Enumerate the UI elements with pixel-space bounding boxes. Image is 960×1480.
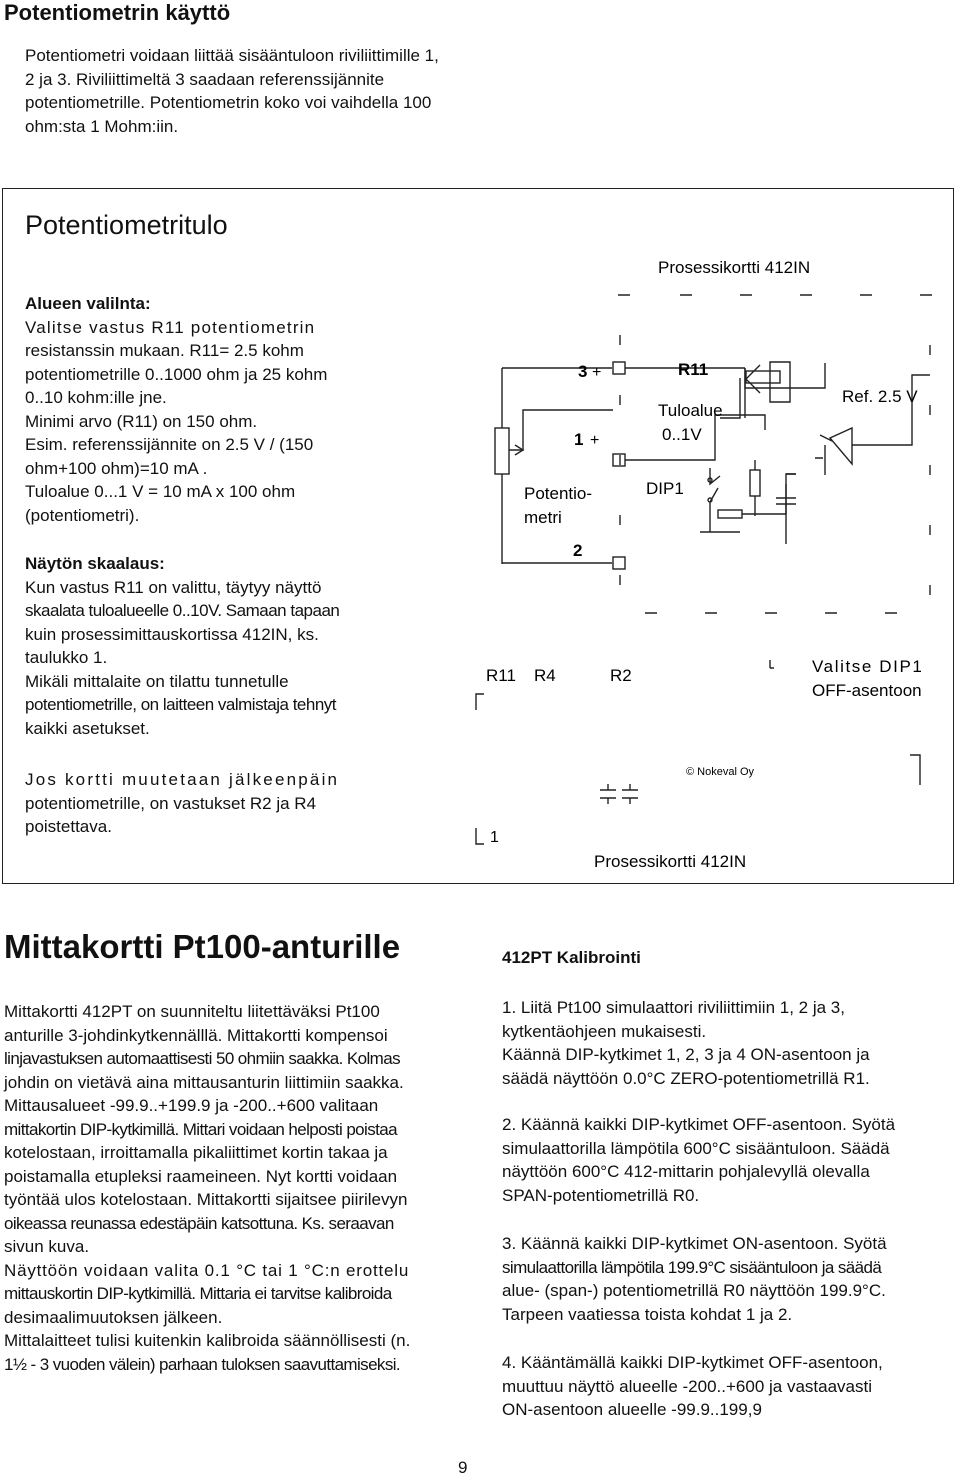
text-line: kuin prosessimittauskortissa 412IN, ks. bbox=[25, 624, 319, 644]
potentiometer-intro-text bbox=[25, 44, 485, 138]
board-label-bottom: Prosessikortti 412IN bbox=[594, 852, 747, 871]
text-line: Näyttöön voidaan valita 0.1 °C tai 1 °C:n erottelu bbox=[4, 1260, 410, 1280]
text-line: Tarpeen vaatiessa toista kohdat 1 ja 2. bbox=[502, 1304, 793, 1324]
pt100-heading: Mittakortti Pt100-anturille bbox=[4, 928, 401, 965]
calibration-step-1 bbox=[502, 996, 957, 1090]
text-line: poistamalla etupleksi raameineen. Nyt kortti voidaan bbox=[4, 1166, 398, 1186]
page-number: 9 bbox=[458, 1458, 468, 1477]
copyright-label: © Nokeval Oy bbox=[686, 766, 755, 778]
text-line: kytkentäohjeen mukaisesti. bbox=[502, 1021, 707, 1041]
text-line: Esim. referenssijännite on 2.5 V / (150 bbox=[25, 435, 314, 454]
text-line: linjavastuksen automaattisesti 50 ohmiin saakka. Kolmas bbox=[4, 1049, 400, 1068]
text-line: mittakortin DIP-kytkimillä. Mittari voidaan helposti poistaa bbox=[4, 1119, 397, 1139]
text-line: Mikäli mittalaite on tilattu tunnetulle bbox=[25, 671, 289, 691]
select-dip1-line2: OFF-asentoon bbox=[812, 681, 922, 700]
text-line: näyttöön 600°C 412-mittarin pohjalevyllä olevalla bbox=[502, 1162, 870, 1181]
terminal-3-label: 3 bbox=[578, 362, 588, 381]
dip1-label: DIP1 bbox=[646, 479, 684, 498]
text-line: desimaalimuutoksen jälkeen. bbox=[4, 1307, 223, 1327]
text-line: anturille 3-johdinkytkennälllä. Mittakortti kompensoi bbox=[4, 1025, 388, 1045]
text-line: simulaattorilla lämpötila 199.9°C sisääntuloon ja säädä bbox=[502, 1257, 882, 1277]
text-line: muuttuu näyttö alueelle -200..+600 ja vastaavasti bbox=[502, 1376, 872, 1396]
text-line: kotelostaan, irroittamalla pikaliittimet kortin takaa ja bbox=[4, 1143, 388, 1162]
text-line: SPAN-potentiometrillä R0. bbox=[502, 1185, 700, 1205]
text-line: taulukko 1. bbox=[25, 648, 108, 667]
text-line: 1. Liitä Pt100 simulaattori riviliittimiin 1, 2 ja 3, bbox=[502, 998, 845, 1017]
r2-label: R2 bbox=[610, 666, 632, 685]
select-dip1-line1: Valitse DIP1 bbox=[812, 657, 924, 676]
text-line: skaalata tuloalueelle 0..10V. Samaan tapaan bbox=[25, 601, 340, 620]
text-line: ON-asentoon alueelle -99.9..199,9 bbox=[502, 1400, 762, 1419]
text-line: säädä näyttöön 0.0°C ZERO-potentiometrillä R1. bbox=[502, 1068, 870, 1088]
r4-label: R4 bbox=[534, 666, 556, 685]
calibration-step-4 bbox=[502, 1351, 957, 1422]
calibration-step-2 bbox=[502, 1113, 957, 1207]
text-line: Tuloalue 0...1 V = 10 mA x 100 ohm bbox=[25, 482, 296, 501]
text-line: mittauskortin DIP-kytkimillä. Mittaria ei tarvitse kalibroida bbox=[4, 1284, 392, 1303]
text-line: Käännä DIP-kytkimet 1, 2, 3 ja 4 ON-asentoon ja bbox=[502, 1045, 870, 1064]
calibration-heading: 412PT Kalibrointi bbox=[502, 948, 641, 967]
section-title-potentiometer-use: Potentiometrin käyttö bbox=[4, 0, 231, 25]
text-line: alue- (span-) potentiometrillä R0 näyttöön 199.9°C. bbox=[502, 1281, 886, 1300]
text-line: simulaattorilla lämpötila 600°C sisääntuloon. Säädä bbox=[502, 1138, 890, 1158]
text-line: oikeassa reunassa edestäpäin katsottuna. Ks. seraavan bbox=[4, 1213, 394, 1233]
text-line: potentiometrille, on vastukset R2 ja R4 bbox=[25, 793, 317, 813]
board-label-top: Prosessikortti 412IN bbox=[658, 258, 811, 277]
pt100-description bbox=[4, 1000, 474, 1376]
terminal-3-plus: + bbox=[592, 364, 602, 381]
text-line: Valitse vastus R11 potentiometrin bbox=[25, 317, 316, 337]
text-line: ohm:sta 1 Mohm:iin. bbox=[25, 116, 179, 136]
text-line: ohm+100 ohm)=10 mA . bbox=[25, 458, 208, 478]
terminal-1-plus: + bbox=[590, 432, 600, 449]
range-selection-text bbox=[25, 292, 395, 527]
text-line: 4. Kääntämällä kaikki DIP-kytkimet OFF-asentoon, bbox=[502, 1353, 883, 1372]
text-line: johdin on vietävä aina mittausanturin liittimiin saakka. bbox=[4, 1072, 404, 1092]
text-line: Jos kortti muutetaan jälkeenpäin bbox=[25, 770, 340, 789]
scaling-heading: Näytön skaalaus: bbox=[25, 554, 165, 573]
text-line: 1½ - 3 vuoden välein) parhaan tuloksen saavuttamiseksi. bbox=[4, 1354, 401, 1374]
text-line: Kun vastus R11 on valittu, täytyy näyttö bbox=[25, 577, 322, 597]
input-range-label1: Tuloalue bbox=[658, 401, 723, 420]
text-line: potentiometrille, on laitteen valmistaja tehnyt bbox=[25, 695, 337, 714]
text-line: potentiometrille 0..1000 ohm ja 25 kohm bbox=[25, 364, 328, 384]
text-line: kaikki asetukset. bbox=[25, 718, 150, 738]
display-scaling-text bbox=[25, 552, 405, 740]
text-line: potentiometrille. Potentiometrin koko voi vaihdella 100 bbox=[25, 93, 432, 112]
text-line: Mittausalueet -99.9..+199.9 ja -200..+600 valitaan bbox=[4, 1096, 379, 1115]
pot-label-line1: Potentio- bbox=[524, 484, 593, 503]
text-line: Minimi arvo (R11) on 150 ohm. bbox=[25, 411, 258, 431]
pot-label-line2: metri bbox=[524, 508, 562, 527]
pin-1-label: 1 bbox=[490, 829, 499, 846]
range-heading: Alueen valilnta: bbox=[25, 294, 151, 313]
text-line: poistettava. bbox=[25, 817, 112, 836]
wiring-diagram bbox=[470, 240, 954, 880]
ref-voltage-label: Ref. 2.5 V bbox=[842, 387, 918, 406]
later-conversion-text bbox=[25, 768, 395, 839]
box-title: Potentiometritulo bbox=[25, 210, 228, 240]
r11-label: R11 bbox=[678, 360, 709, 379]
text-line: sivun kuva. bbox=[4, 1237, 90, 1256]
text-line: 2 ja 3. Riviliittimeltä 3 saadaan referenssijännite bbox=[25, 69, 385, 89]
terminal-2-label: 2 bbox=[573, 541, 583, 560]
input-range-label2: 0..1V bbox=[662, 425, 702, 444]
terminal-1-label: 1 bbox=[574, 430, 584, 449]
text-line: Potentiometri voidaan liittää sisääntuloon riviliittimille 1, bbox=[25, 46, 439, 65]
text-line: 3. Käännä kaikki DIP-kytkimet ON-asentoon. Syötä bbox=[502, 1234, 887, 1253]
text-line: resistanssin mukaan. R11= 2.5 kohm bbox=[25, 341, 304, 360]
text-line: 0..10 kohm:ille jne. bbox=[25, 388, 167, 407]
text-line: (potentiometri). bbox=[25, 505, 140, 525]
r11-bottom-label: R11 bbox=[486, 666, 516, 685]
calibration-step-3 bbox=[502, 1232, 957, 1326]
text-line: Mittalaitteet tulisi kuitenkin kalibroida säännöllisesti (n. bbox=[4, 1331, 411, 1350]
text-line: Mittakortti 412PT on suunniteltu liitettäväksi Pt100 bbox=[4, 1002, 380, 1021]
text-line: 2. Käännä kaikki DIP-kytkimet OFF-asentoon. Syötä bbox=[502, 1115, 896, 1134]
text-line: työntää ulos kotelostaan. Mittakortti sijaitsee piirilevyn bbox=[4, 1190, 408, 1209]
